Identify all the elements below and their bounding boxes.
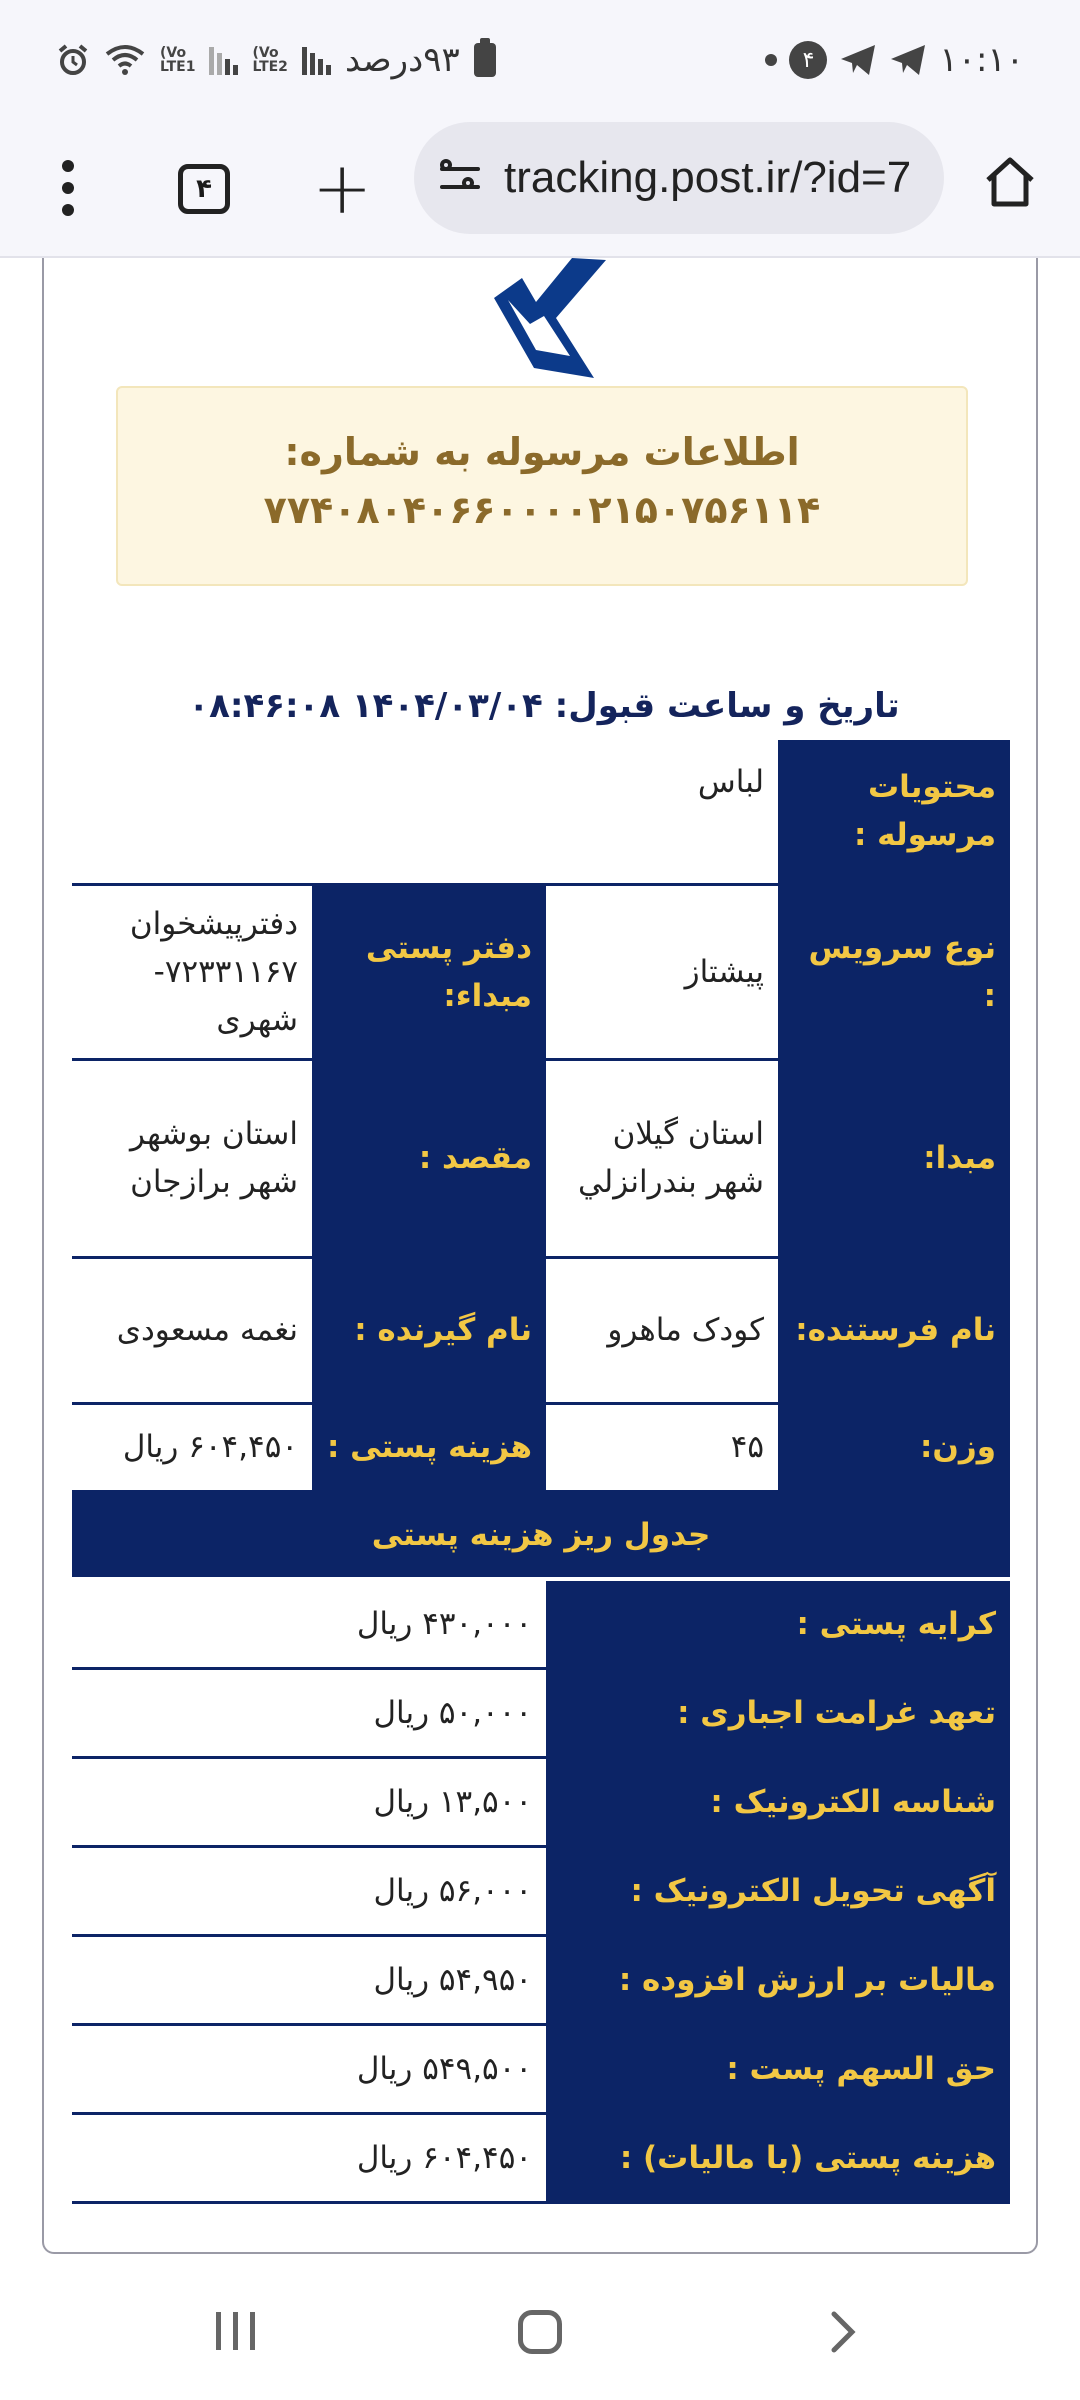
breakdown-value: ۱۳,۵۰۰ ریال [72, 1757, 546, 1846]
destination-label: مقصد : [312, 1059, 546, 1257]
breakdown-label: تعهد غرامت اجباری : [546, 1668, 1010, 1757]
site-settings-icon[interactable] [436, 153, 486, 203]
breakdown-label: حق السهم پست : [546, 2024, 1010, 2113]
parcel-details-table [72, 740, 1010, 2204]
cost-breakdown-title: جدول ریز هزینه پستی [72, 1491, 1010, 1579]
weight-label: وزن: [778, 1403, 1010, 1491]
clock: ۱۰:۱۰ [939, 40, 1024, 80]
breakdown-label: آگهی تحویل الکترونیک : [546, 1846, 1010, 1935]
breakdown-value: ۵۶,۰۰۰ ریال [72, 1846, 546, 1935]
notification-count-badge: ۴ [789, 41, 827, 79]
postal-cost-label: هزینه پستی : [312, 1403, 546, 1491]
post-logo-icon [464, 258, 624, 386]
contents-value: لباس [72, 740, 778, 884]
status-right [765, 36, 1024, 84]
url-text[interactable]: tracking.post.ir/?id=7 [504, 153, 912, 202]
breakdown-value: ۵۰,۰۰۰ ریال [72, 1668, 546, 1757]
sender-value: کودک ماهرو [546, 1257, 778, 1403]
breakdown-label: مالیات بر ارزش افزوده : [546, 1935, 1010, 2024]
battery-text: ۹۳درصد [344, 40, 460, 80]
parcel-info-title: اطلاعات مرسوله به شماره: [284, 430, 800, 474]
home-button-icon[interactable] [980, 152, 1040, 212]
battery-icon [474, 43, 496, 77]
accept-datetime: تاریخ و ساعت قبول: ۱۴۰۴/۰۳/۰۴ ۰۸:۴۶:۰۸ [188, 686, 900, 726]
status-bar [0, 0, 1080, 118]
home-nav-icon[interactable] [518, 2310, 562, 2354]
tab-switcher-button[interactable]: ۴ [178, 164, 230, 214]
weight-value: ۴۵ [546, 1403, 778, 1491]
breakdown-label: شناسه الکترونیک : [546, 1757, 1010, 1846]
lte1-tag: Vo) LTE1 [160, 45, 196, 75]
alarm-icon [56, 43, 90, 77]
receiver-value: نغمه مسعودی [72, 1257, 312, 1403]
receiver-label: نام گیرنده : [312, 1257, 546, 1403]
new-tab-button[interactable]: + [312, 146, 373, 230]
contents-label: محتویات مرسوله : [778, 740, 1010, 884]
origin-office-value: دفترپیشخوان ۷۲۳۳۱۱۶۷-شهری [72, 884, 312, 1059]
tracking-card [42, 258, 1038, 2254]
sender-label: نام فرستنده: [778, 1257, 1010, 1403]
origin-office-label: دفتر پستی مبداء: [312, 884, 546, 1059]
service-value: پیشتاز [546, 884, 778, 1059]
breakdown-label: کرایه پستی : [546, 1579, 1010, 1668]
breakdown-value: ۵۴,۹۵۰ ریال [72, 1935, 546, 2024]
lte2-tag: Vo) LTE2 [252, 45, 288, 75]
telegram-icon [839, 43, 877, 77]
back-nav-icon[interactable] [820, 2310, 864, 2354]
breakdown-label: هزینه پستی (با مالیات) : [546, 2113, 1010, 2202]
signal-sim2-icon [302, 45, 331, 75]
postal-cost-value: ۶۰۴,۴۵۰ ریال [72, 1403, 312, 1491]
status-left [56, 36, 496, 84]
service-label: نوع سرویس : [778, 884, 1010, 1059]
more-menu-icon[interactable] [42, 148, 94, 228]
recent-apps-icon[interactable] [216, 2312, 255, 2350]
system-nav-bar [0, 2254, 1080, 2400]
origin-label: مبدا: [778, 1059, 1010, 1257]
browser-toolbar [0, 118, 1080, 258]
notification-dot-icon [765, 54, 777, 66]
signal-sim1-icon [209, 45, 238, 75]
parcel-info-box [116, 386, 968, 586]
wifi-icon [104, 43, 146, 77]
breakdown-value: ۵۴۹,۵۰۰ ریال [72, 2024, 546, 2113]
breakdown-value: ۶۰۴,۴۵۰ ریال [72, 2113, 546, 2202]
telegram-icon-2 [889, 43, 927, 77]
parcel-number: ۷۷۴۰۸۰۴۰۶۶۰۰۰۰۲۱۵۰۷۵۶۱۱۴ [263, 488, 821, 532]
origin-value: استان گیلان شهر بندرانزلي [546, 1059, 778, 1257]
address-bar[interactable] [414, 122, 944, 234]
destination-value: استان بوشهر شهر برازجان [72, 1059, 312, 1257]
breakdown-value: ۴۳۰,۰۰۰ ریال [72, 1579, 546, 1668]
